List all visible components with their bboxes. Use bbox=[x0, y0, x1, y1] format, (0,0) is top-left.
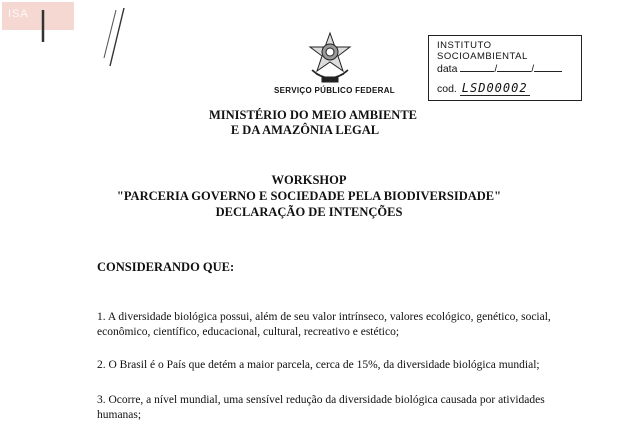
coat-of-arms-icon bbox=[306, 30, 354, 86]
workshop-title: WORKSHOP bbox=[271, 173, 347, 187]
considerando-heading: CONSIDERANDO QUE: bbox=[97, 260, 235, 274]
federal-service-label: SERVIÇO PÚBLICO FEDERAL bbox=[274, 86, 395, 95]
paper-clip-mark-icon bbox=[96, 6, 136, 68]
stamp-date-label: data bbox=[437, 63, 458, 75]
paragraph-3: 3. Ocorre, a nível mundial, uma sensível redução da diversidade biológica causada por atividades humanas; bbox=[97, 394, 545, 421]
stamp-date-row: data / / bbox=[437, 62, 562, 75]
stamp-code-label: cod. bbox=[437, 83, 457, 95]
workshop-subtitle: "PARCERIA GOVERNO E SOCIEDADE PELA BIODIVERSIDADE" bbox=[116, 189, 502, 203]
logo-text: ISA bbox=[8, 8, 29, 20]
workshop-heading bbox=[0, 172, 618, 220]
ministry-line-1: MINISTÉRIO DO MEIO AMBIENTE bbox=[208, 108, 418, 122]
stamp-title: INSTITUTO SOCIOAMBIENTAL bbox=[437, 40, 528, 62]
archive-stamp bbox=[428, 35, 582, 101]
stamp-code-value: LSD00002 bbox=[461, 81, 528, 95]
declaration-title: DECLARAÇÃO DE INTENÇÕES bbox=[215, 205, 403, 219]
hole-mark-icon bbox=[38, 8, 48, 44]
ministry-heading bbox=[0, 108, 618, 138]
paragraph-2: 2. O Brasil é o País que detém a maior parcela, cerca de 15%, da diversidade biológica mundial; bbox=[97, 359, 540, 371]
stamp-code-row bbox=[437, 81, 530, 95]
paragraph-1: 1. A diversidade biológica possui, além de seu valor intrínseco, valores ecológico, genético, social, econômico, científico, educacional, cultural, recreativo e estético; bbox=[97, 311, 551, 338]
ministry-line-2: E DA AMAZÔNIA LEGAL bbox=[230, 123, 380, 137]
